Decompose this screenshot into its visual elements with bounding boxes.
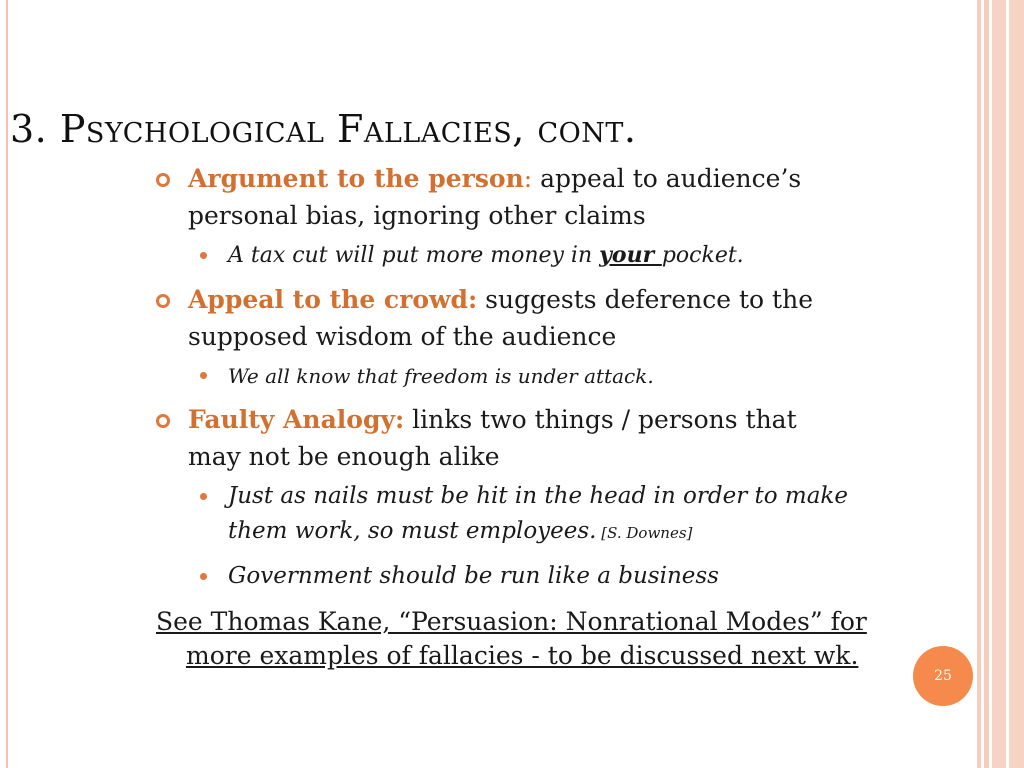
example-citation: [S. Downes]: [596, 524, 693, 542]
sub-item-example: [156, 559, 976, 593]
reference-line[interactable]: See Thomas Kane, “Persuasion: Nonrational Modes” for: [156, 607, 867, 636]
right-border-stripe: [984, 0, 989, 768]
sub-item-example: [156, 238, 976, 273]
example-text-end: pocket.: [661, 243, 744, 268]
item-term: Faulty Analogy:: [188, 405, 405, 434]
example-text: A tax cut will put more money in: [228, 243, 600, 268]
circle-bullet-icon: [156, 173, 170, 187]
example-text: Just as nails must be hit in the head in order to make: [228, 483, 848, 509]
example-text-cont: them work, so must employees.: [228, 518, 597, 544]
circle-bullet-icon: [156, 414, 170, 428]
dot-bullet-icon: [200, 493, 207, 500]
left-border-line: [6, 0, 8, 768]
item-description: links two things / persons that: [404, 405, 797, 434]
item-term: Appeal to the crowd:: [188, 285, 478, 314]
dot-bullet-icon: [200, 252, 207, 259]
list-item-argument-to-person: [156, 160, 976, 234]
item-description: suggests deference to the: [477, 285, 813, 314]
right-border-stripe: [1009, 0, 1024, 768]
item-description: appeal to audience’s: [532, 164, 802, 193]
slide-content: [156, 160, 976, 673]
reference-line-cont[interactable]: more examples of fallacies - to be discussed next wk.: [186, 641, 859, 670]
right-border-stripe: [977, 0, 981, 768]
example-emphasis: your: [599, 242, 662, 268]
right-border-stripe: [992, 0, 1006, 768]
example-text: Government should be run like a business: [228, 563, 719, 589]
item-term-separator: :: [523, 164, 533, 193]
list-item-faulty-analogy: [156, 401, 976, 475]
slide-title: 3. Psychological Fallacies, cont.: [10, 107, 637, 151]
dot-bullet-icon: [200, 372, 207, 379]
circle-bullet-icon: [156, 294, 170, 308]
page-number-badge: 25: [913, 646, 973, 706]
dot-bullet-icon: [200, 573, 207, 580]
list-item-appeal-to-crowd: [156, 281, 976, 355]
item-term: Argument to the person: [188, 164, 524, 193]
example-text: We all know that freedom is under attack.: [228, 364, 654, 388]
item-description-cont: supposed wisdom of the audience: [188, 322, 617, 351]
item-description-cont: personal bias, ignoring other claims: [188, 201, 646, 230]
sub-item-example: [156, 479, 1006, 551]
item-description-cont: may not be enough alike: [188, 442, 500, 471]
reference-link[interactable]: [156, 605, 976, 673]
sub-item-example: [156, 359, 976, 393]
